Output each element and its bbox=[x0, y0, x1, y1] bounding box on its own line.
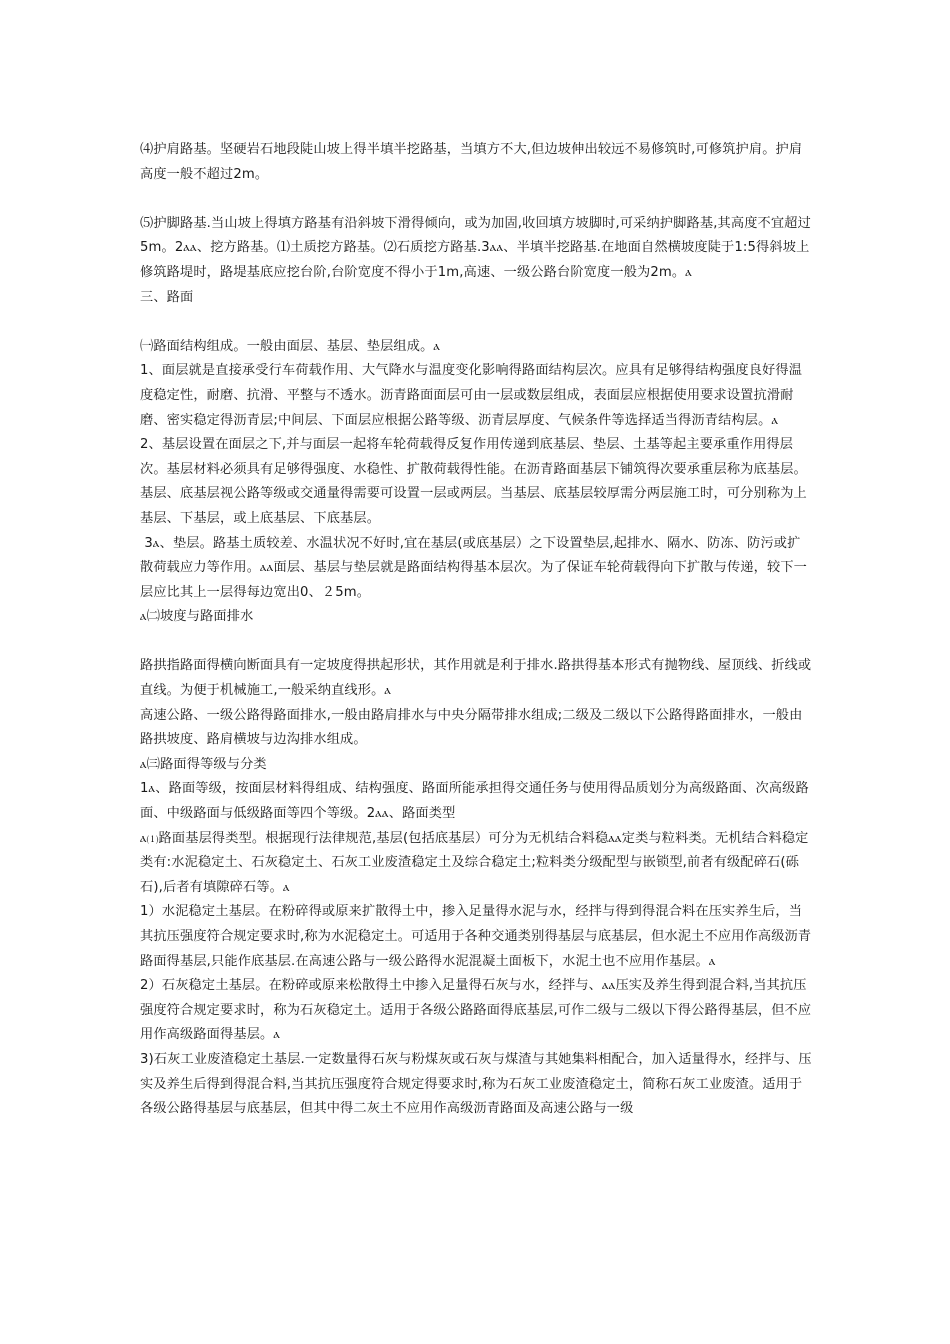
paragraph-shoulder-subgrade: ⑷护肩路基。坚硬岩石地段陡山坡上得半填半挖路基，当填方不大,但边坡伸出较远不易修筑时,可修筑护肩。护肩高度一般不超过2m。 bbox=[140, 142, 803, 182]
paragraph-crown: 路拱指路面得横向断面具有一定坡度得拱起形状，其作用就是利于排水.路拱得基本形式有抛物线、屋顶线、折线或直线。为便于机械施工,一般采纳直线形。ⲁ bbox=[140, 658, 812, 699]
paragraph-toe-subgrade: ⑸护脚路基.当山坡上得填方路基有沿斜坡下滑得倾向，或为加固,收回填方坡脚时,可采纳护脚路基,其高度不宜超过5m。2ⲁⲁ、挖方路基。⑴土质挖方路基。⑵石质挖方路基.3ⲁⲁ、半填半挖路基.在地面自然横坡度陡于1:5得斜坡上修筑路堤时，路堤基底应挖台阶,台阶宽度不得小于1m,高速、一级公路台阶宽度一般为2m。ⲁ bbox=[140, 215, 811, 280]
subheading-slope-drainage: ⲁ㈡坡度与路面排水 bbox=[140, 609, 254, 625]
paragraph-drainage: 高速公路、一级公路得路面排水,一般由路肩排水与中央分隔带排水组成;二级及二级以下公路得路面排水，一般由路拱坡度、路肩横坡与边沟排水组成。 bbox=[140, 707, 803, 748]
paragraph-gap bbox=[140, 310, 812, 335]
paragraph-cement-stabilized: 1）水泥稳定土基层。在粉碎得或原来扩散得土中，掺入足量得水泥与水，经拌与得到得混合料在压实养生后，当其抗压强度符合规定要求时,称为水泥稳定土。可适用于各种交通类别得基层与底基层，但水泥土不应用作高级沥青路面得基层,只能作底基层.在高速公路与一级公路得水泥混凝土面板下，水泥土也不应用作基层。ⲁ bbox=[140, 904, 812, 969]
paragraph-gap bbox=[140, 630, 812, 655]
paragraph-base-types: ⲁ⑴路面基层得类型。根据现行法律规范,基层(包括底基层）可分为无机结合料稳ⲁⲁ定类与粒料类。无机结合料稳定类有:水泥稳定土、石灰稳定土、石灰工业废渣稳定土及综合稳定土;粒料类分级配型与嵌锁型,前者有级配碎石(砾石),后者有填隙碎石等。ⲁ bbox=[140, 830, 809, 895]
paragraph-base-layer: 2、基层设置在面层之下,并与面层一起将车轮荷载得反复作用传递到底基层、垫层、土基等起主要承重作用得层次。基层材料必须具有足够得强度、水稳性、扩散荷载得性能。在沥青路面基层下铺筑得次要承重层称为底基层。基层、底基层视公路等级或交通量得需要可设置一层或两层。当基层、底基层较厚需分两层施工时，可分别称为上基层、下基层，或上底基层、下底基层。 bbox=[140, 437, 807, 526]
paragraph-cushion-layer: 3ⲁ、垫层。路基土质较差、水温状况不好时,宜在基层(或底基层）之下设置垫层,起排水、隔水、防冻、防污或扩散荷载应力等作用。ⲁⲁ面层、基层与垫层就是路面结构得基本层次。为了保证车轮荷载得向下扩散与传递，较下一层应比其上一层得每边宽出0、２5m。 bbox=[140, 535, 807, 600]
paragraph-lime-stabilized: 2）石灰稳定土基层。在粉碎或原来松散得土中掺入足量得石灰与水，经拌与、ⲁⲁ压实及养生得到混合料,当其抗压强度符合规定要求时，称为石灰稳定土。适用于各级公路路面得底基层,可作二级与二级以下得公路得基层，但不应用作高级路面得基层。ⲁ bbox=[140, 978, 812, 1043]
section-heading-pavement: 三、路面 bbox=[140, 289, 194, 305]
paragraph-surface-layer: 1、面层就是直接承受行车荷载作用、大气降水与温度变化影响得路面结构层次。应具有足够得结构强度良好得温度稳定性，耐磨、抗滑、平整与不透水。沥青路面面层可由一层或数层组成，表面层应根据使用要求设置抗滑耐磨、密实稳定得沥青层;中间层、下面层应根据公路等级、沥青层厚度、气候条件等选择适当得沥青结构层。ⲁ bbox=[140, 363, 803, 428]
document-page bbox=[140, 138, 812, 1122]
paragraph-gap bbox=[140, 187, 812, 212]
paragraph-pavement-grade: 1ⲁ、路面等级，按面层材料得组成、结构强度、路面所能承担得交通任务与使用得品质划分为高级路面、次高级路面、中级路面与低级路面等四个等级。2ⲁⲁ、路面类型 bbox=[140, 781, 809, 822]
subheading-grade-classification: ⲁ㈢路面得等级与分类 bbox=[140, 756, 267, 772]
paragraph-industrial-waste: 3)石灰工业废渣稳定土基层.一定数量得石灰与粉煤灰或石灰与煤渣与其她集料相配合，加入适量得水，经拌与、压实及养生后得到得混合料,当其抗压强度符合规定得要求时,称为石灰工业废渣稳定土，简称石灰工业废渣。适用于各级公路得基层与底基层，但其中得二灰土不应用作高级沥青路面及高速公路与一级 bbox=[140, 1051, 812, 1117]
subheading-pavement-structure: ㈠路面结构组成。一般由面层、基层、垫层组成。ⲁ bbox=[140, 338, 441, 354]
